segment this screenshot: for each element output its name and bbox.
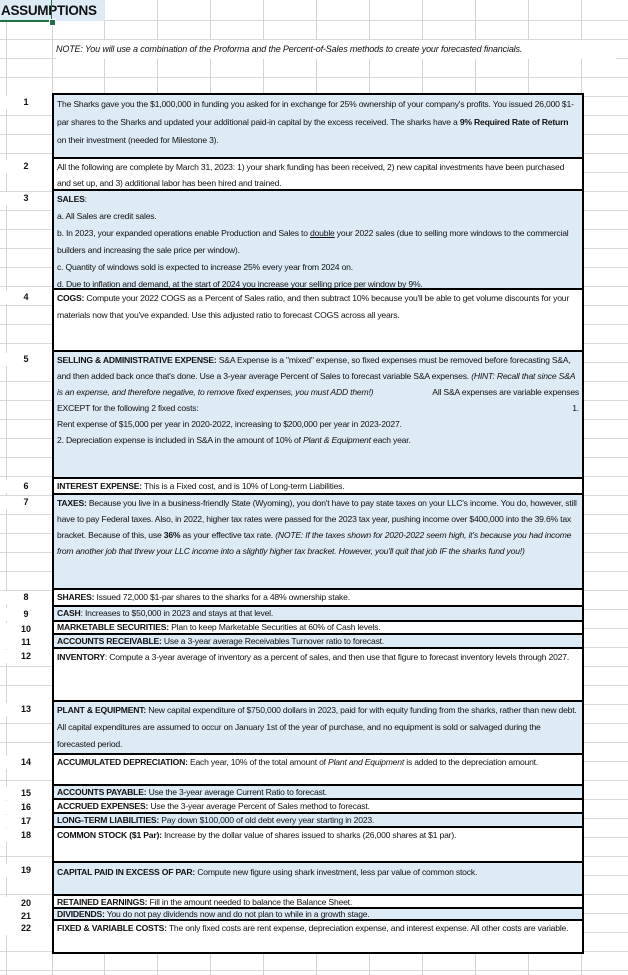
assumption-text: (NOTE: If the taxes shown for 2020-2022 seem high, it's because you had income from another job that threw your LLC income into a slightly higher tax bracket. However, you'll quit that job IF the sharks fund you!) — [57, 530, 572, 556]
assumption-label: INTEREST EXPENSE: — [57, 481, 142, 491]
assumption-text: Use the 3-year average Current Ratio to forecast. — [146, 787, 327, 797]
assumption-label: COGS: — [57, 293, 85, 303]
assumption-label: PLANT & EQUIPMENT: — [57, 705, 147, 715]
assumption-text: is added to the depreciation amount. — [404, 757, 539, 767]
assumption-number: 6 — [0, 480, 52, 493]
assumption-number: 11 — [0, 636, 52, 649]
assumption-text: S&A Expense is a "mixed" expense, so fixed expenses must be removed before forecasting S&A, and then added back once that's done. Use a 3-year average Percent of Sales to forecast variable S&A expenses. — [57, 355, 571, 381]
assumption-label: 9% Required Rate of Return — [459, 117, 569, 127]
assumption-label: CAPITAL PAID IN EXCESS OF PAR: — [57, 867, 196, 877]
assumption-label: FIXED & VARIABLE COSTS: — [57, 923, 167, 933]
assumption-text: Use a 3-year average Receivables Turnover ratio to forecast. — [161, 636, 385, 646]
assumption-cell[interactable] — [52, 753, 584, 786]
assumption-number: 19 — [0, 864, 52, 877]
note-text: NOTE: You will use a combination of the Proforma and the Percent-of-Sales methods to create your forecasted financials. — [56, 40, 616, 59]
assumption-number: 22 — [0, 922, 52, 935]
assumption-text: Each year, 10% of the total amount of — [187, 757, 329, 767]
assumption-cell[interactable] — [52, 288, 584, 352]
assumption-text: Because you live in a business-friendly State (Wyoming), you don't have to pay state taxes on your LLC's income. You do, however, still have to pay Federal taxes. Also, in 2022, higher tax rates were passed for the 2023 tax year, pushing income over $400,000 into the 39.6% tax bracket. Because of this, use — [57, 498, 577, 540]
assumption-label: ACCUMULATED DEPRECIATION: — [57, 757, 188, 767]
assumption-label: 36% — [163, 530, 181, 540]
assumption-number: 2 — [0, 160, 52, 173]
assumption-number: 20 — [0, 897, 52, 910]
active-cell-selection — [0, 0, 52, 22]
assumption-text: All the following are complete by March 31, 2023: 1) your shark funding has been received, 2) new capital investments have been purchased and set up, and 3) additional labor has been hired and trained. — [57, 162, 565, 188]
assumption-text: d. Due to inflation and demand, at the start of 2024 you increase your selling price per window by 9%. — [57, 279, 423, 289]
assumption-number: 4 — [0, 291, 52, 304]
assumption-label: ACCRUED EXPENSES: — [57, 801, 149, 811]
assumption-cell[interactable] — [52, 861, 584, 896]
assumption-text: New capital expenditure of $750,000 dollars in 2023, paid for with equity funding from the sharks, rather than new debt. All capital expenditures are assumed to occur on January 1st of the year of purchase, and no equipment is sold or salvaged during the forecasted period. — [57, 705, 577, 749]
assumption-number: 17 — [0, 815, 52, 828]
assumption-text: Plant and Equipment — [328, 757, 405, 767]
assumption-number: 8 — [0, 591, 52, 604]
assumption-text: Compute new figure using shark investment, less par value of common stock. — [195, 867, 478, 877]
assumption-text: c. Quantity of windows sold is expected to increase 25% every year from 2024 on. — [57, 262, 353, 272]
assumption-text: : Compute a 3-year average of inventory as a percent of sales, and then use that figure to forecast inventory levels through 2027. — [104, 652, 570, 662]
assumption-text: : — [84, 194, 87, 204]
assumption-label: INVENTORY — [57, 652, 105, 662]
assumption-label: ACCOUNTS PAYABLE: — [57, 787, 147, 797]
assumption-number: 1 — [0, 96, 52, 109]
assumption-cell[interactable] — [52, 700, 584, 755]
assumption-label: COMMON STOCK ($1 Par): — [57, 830, 162, 840]
assumption-number: 9 — [0, 608, 52, 621]
assumption-number: 18 — [0, 829, 52, 842]
assumption-cell[interactable] — [52, 919, 584, 954]
fill-handle[interactable] — [49, 19, 56, 26]
assumption-number: 7 — [0, 496, 52, 509]
assumption-cell[interactable] — [52, 350, 584, 480]
assumption-text: You do not pay dividends now and do not plan to while in a growth stage. — [104, 909, 370, 919]
assumption-label: DIVIDENDS: — [57, 909, 105, 919]
assumption-text: EXCEPT for the following 2 fixed costs: — [57, 403, 199, 413]
assumption-label: TAXES: — [57, 498, 87, 508]
assumption-number: 10 — [0, 623, 52, 636]
assumption-text: Plan to keep Marketable Securities at 60% of Cash levels. — [168, 622, 381, 632]
assumption-text: double — [310, 228, 335, 238]
assumption-text: your 2022 sales (due to selling more windows to the commercial builders and increasing the sale price per window). — [57, 228, 569, 255]
assumption-text: Use the 3-year average Percent of Sales method to forecast. — [148, 801, 370, 811]
assumption-label: LONG-TERM LIABILITIES: — [57, 815, 160, 825]
assumption-number: 13 — [0, 703, 52, 716]
assumption-text: This is a Fixed cost, and is 10% of Long-term Liabilities. — [141, 481, 345, 491]
assumption-number: 16 — [0, 801, 52, 814]
assumption-text: Rent expense of $15,000 per year in 2020-2022, increasing to $200,000 per year in 2023-2027. — [57, 419, 402, 429]
assumption-text: each year. — [370, 435, 411, 445]
assumption-number: 5 — [0, 353, 52, 366]
assumption-number: 12 — [0, 650, 52, 663]
assumption-label: RETAINED EARNINGS: — [57, 897, 148, 907]
assumption-text: The Sharks gave you the $1,000,000 in funding you asked for in exchange for 25% ownership of your company's profits. You issued 26,000 $1-par shares to the Sharks and updated your additional paid-in capital by the excess received. The sharks have a — [57, 99, 574, 127]
assumption-text: : Increases to $50,000 in 2023 and stays at that level. — [80, 608, 274, 618]
assumption-text: a. All Sales are credit sales. — [57, 211, 157, 221]
assumption-number: 21 — [0, 910, 52, 923]
assumption-cell[interactable] — [52, 157, 584, 191]
assumption-number: 3 — [0, 192, 52, 205]
assumption-cell[interactable] — [52, 647, 584, 702]
assumption-text: as your effective tax rate. — [180, 530, 276, 540]
assumption-text: 2. Depreciation expense is included in S&A in the amount of 10% of — [57, 435, 304, 445]
assumption-number: 15 — [0, 787, 52, 800]
assumption-text: Plant & Equipment — [303, 435, 371, 445]
assumption-cell[interactable] — [52, 93, 584, 159]
assumption-label: CASH — [57, 608, 81, 618]
assumption-text: Compute your 2022 COGS as a Percent of Sales ratio, and then subtract 10% because you'll be able to get volume discounts for your materials now that you've expanded. Use this adjusted ratio to forecast COGS across all years. — [57, 293, 570, 320]
assumption-text: (HINT: Recall that since S&A is an expense, and therefore negative, to remove fixed expenses, you must ADD them!) — [57, 371, 575, 397]
assumption-number: 14 — [0, 756, 52, 769]
assumption-text: All S&A expenses are variable expenses — [432, 387, 579, 397]
assumption-text: Increase by the dollar value of shares issued to sharks (26,000 shares at $1 par). — [161, 830, 457, 840]
assumption-label: MARKETABLE SECURITIES: — [57, 622, 169, 632]
sheet-title[interactable]: ASSUMPTIONS — [0, 0, 105, 21]
assumption-cell[interactable] — [52, 826, 584, 863]
assumption-label: SELLING & ADMINISTRATIVE EXPENSE: — [57, 355, 217, 365]
assumption-cell[interactable] — [52, 493, 584, 590]
assumption-text: Issued 72,000 $1-par shares to the sharks for a 48% ownership stake. — [94, 592, 350, 602]
assumption-text: 1. — [572, 403, 579, 413]
assumption-text: b. In 2023, your expanded operations enable Production and Sales to — [57, 228, 310, 238]
assumption-label: SALES — [57, 194, 85, 204]
assumption-text: The only fixed costs are rent expense, depreciation expense, and interest expense. All other costs are variable. — [166, 923, 569, 933]
assumption-text: Fill in the amount needed to balance the Balance Sheet. — [147, 897, 353, 907]
assumption-label: ACCOUNTS RECEIVABLE: — [57, 636, 162, 646]
assumption-text: on their investment (needed for Milestone 3). — [57, 135, 219, 145]
assumption-text: Pay down $100,000 of old debt every year starting in 2023. — [159, 815, 375, 825]
assumption-cell[interactable] — [52, 189, 584, 290]
assumption-label: SHARES: — [57, 592, 95, 602]
